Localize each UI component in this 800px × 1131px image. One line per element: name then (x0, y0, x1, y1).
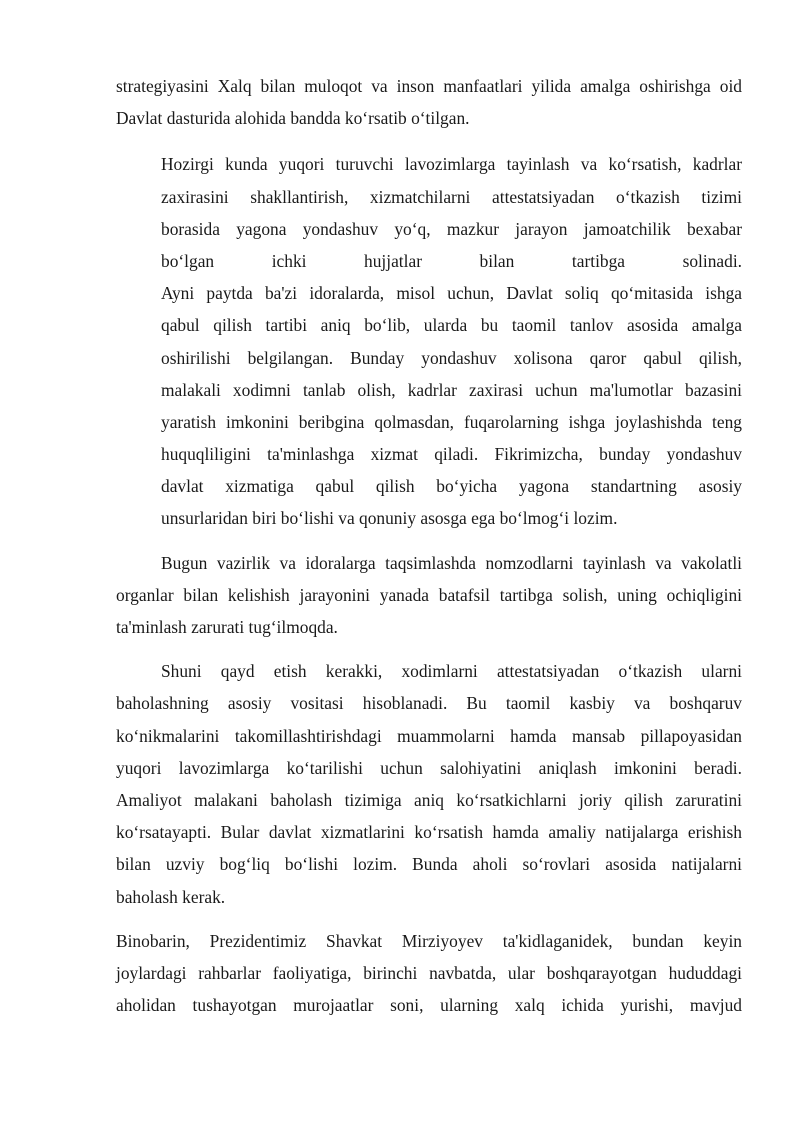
text-line: Shuni qayd etish kerakki, xodimlarni attestatsiyadan o‘tkazish ularni (161, 661, 742, 682)
text-line: baholashning asosiy vositasi hisoblanadi. Bu taomil kasbiy va boshqaruv (116, 693, 742, 714)
text-line: ko‘rsatayapti. Bular davlat xizmatlarini ko‘rsatish hamda amaliy natijalarga erishish (116, 822, 742, 843)
text-line: oshirilishi belgilangan. Bunday yondashuv xolisona qaror qabul qilish, (161, 347, 742, 368)
paragraph-1 (116, 70, 742, 134)
text-line: Ayni paytda ba'zi idoralarda, misol uchun, Davlat soliq qo‘mitasida ishga (161, 283, 742, 304)
document-page (116, 70, 742, 1021)
text-line: unsurlaridan biri bo‘lishi va qonuniy asosga ega bo‘lmog‘i lozim. (161, 508, 618, 529)
text-line: organlar bilan kelishish jarayonini yanada batafsil tartibga solish, uning ochiqligini (116, 584, 742, 605)
text-line: davlat xizmatiga qabul qilish bo‘yicha yagona standartning asosiy (161, 476, 742, 497)
text-line: Binobarin, Prezidentimiz Shavkat Mirziyoyev ta'kidlaganidek, bundan keyin (116, 930, 742, 951)
text-line: ta'minlash zarurati tug‘ilmoqda. (116, 617, 338, 637)
text-line: baholash kerak. (116, 886, 226, 907)
text-line: bilan uzviy bog‘liq bo‘lishi lozim. Bunda aholi so‘rovlari asosida natijalarni (116, 854, 742, 875)
text-line: Davlat dasturida alohida bandda ko‘rsatib o‘tilgan. (116, 108, 470, 129)
paragraph-2 (161, 148, 742, 534)
text-line: borasida yagona yondashuv yo‘q, mazkur jarayon jamoatchilik bexabar (161, 218, 742, 239)
text-line: zaxirasini shakllantirish, xizmatchilarni attestatsiyadan o‘tkazish tizimi (161, 186, 742, 207)
text-line: qabul qilish tartibi aniq bo‘lib, ularda bu taomil tanlov asosida amalga (161, 315, 742, 336)
paragraph-5 (116, 925, 742, 1022)
text-line: bo‘lgan ichki hujjatlar bilan tartibga solinadi. (161, 250, 742, 271)
text-line: ko‘nikmalarini takomillashtirishdagi muammolarni hamda mansab pillapoyasidan (116, 725, 742, 746)
text-line: Amaliyot malakani baholash tizimiga aniq ko‘rsatkichlarni joriy qilish zaruratini (116, 789, 742, 810)
text-line: Bugun vazirlik va idoralarga taqsimlashda nomzodlarni tayinlash va vakolatli (161, 552, 742, 573)
text-line: joylardagi rahbarlar faoliyatiga, birinchi navbatda, ular boshqarayotgan hududdagi (116, 962, 742, 983)
text-line: strategiyasini Xalq bilan muloqot va inson manfaatlari yilida amalga oshirishga oid (116, 76, 742, 96)
text-line: yuqori lavozimlarga ko‘tarilishi uchun salohiyatini aniqlash imkonini beradi. (116, 757, 742, 778)
text-line: aholidan tushayotgan murojaatlar soni, ularning xalq ichida yurishi, mavjud (116, 995, 742, 1016)
text-line: Hozirgi kunda yuqori turuvchi lavozimlarga tayinlash va ko‘rsatish, kadrlar (161, 154, 742, 175)
text-line: huquqliligini ta'minlashga xizmat qiladi. Fikrimizcha, bunday yondashuv (161, 444, 742, 465)
paragraph-3 (116, 547, 742, 644)
paragraph-4 (116, 655, 742, 913)
text-line: malakali xodimni tanlab olish, kadrlar zaxirasi uchun ma'lumotlar bazasini (161, 379, 742, 400)
text-line: yaratish imkonini beribgina qolmasdan, fuqarolarning ishga joylashishda teng (161, 411, 742, 432)
